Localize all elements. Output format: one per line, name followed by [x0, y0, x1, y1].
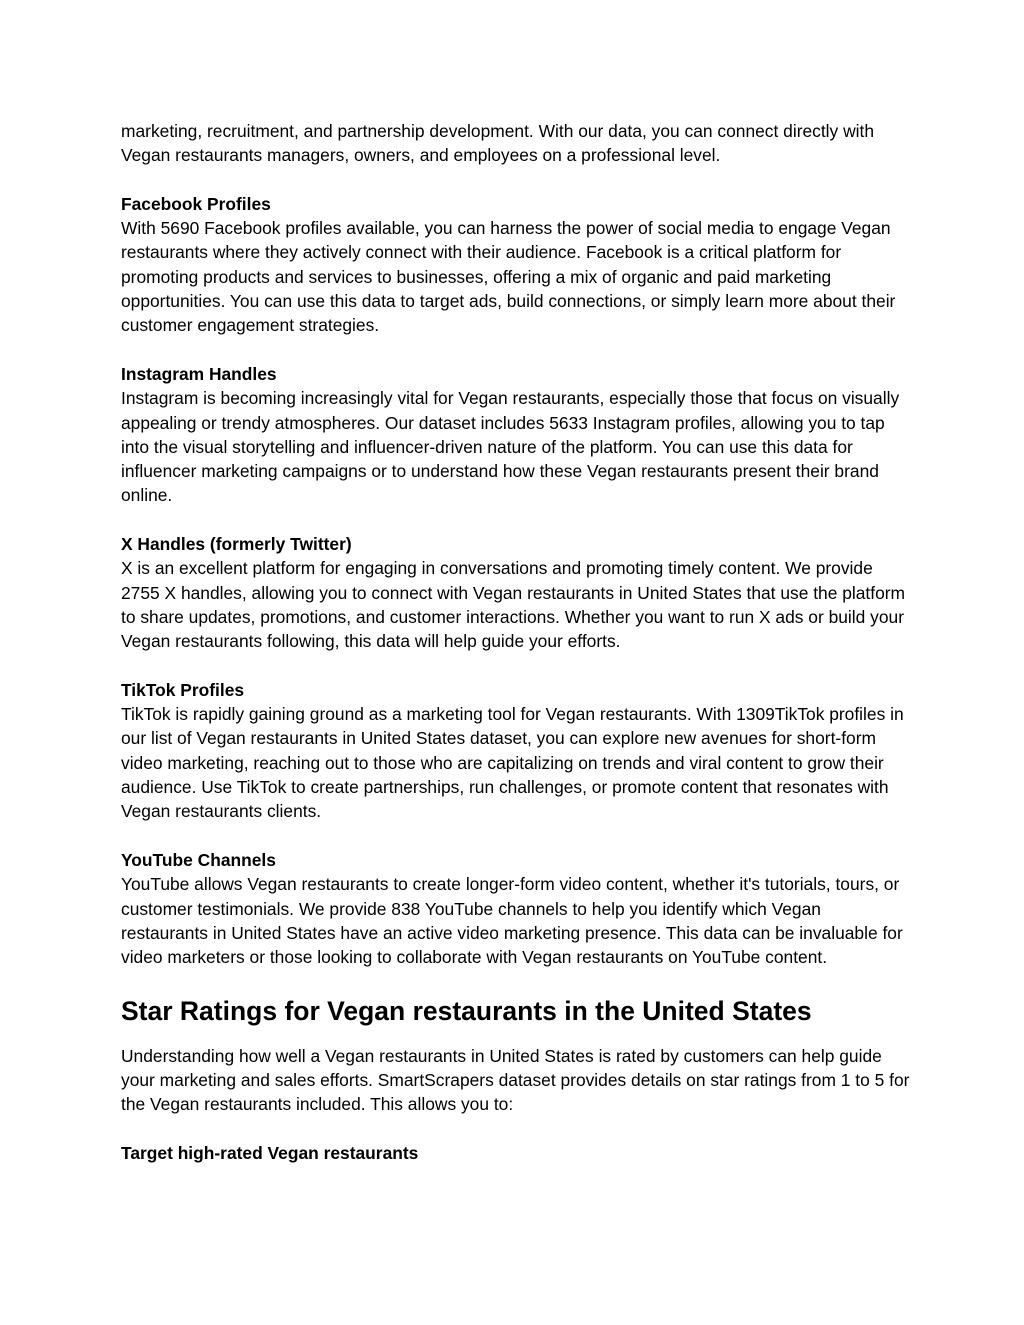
document-page [121, 119, 911, 1165]
section-title: X Handles (formerly Twitter) [121, 534, 352, 555]
section-title: Facebook Profiles [121, 193, 271, 214]
section-body: YouTube allows Vegan restaurants to create longer-form video content, whether it's tutorials, tours, or customer testimonials. We provide 838 YouTube channels to help you identify which Vegan restaurants in United States have an active video marketing presence. This data can be invaluable for video marketers or those looking to collaborate with Vegan restaurants on YouTube content. [121, 874, 903, 968]
section-instagram [121, 362, 911, 508]
section-body: Instagram is becoming increasingly vital for Vegan restaurants, especially those that focus on visually appealing or trendy atmospheres. Our dataset includes 5633 Instagram profiles, allowing you to tap into the visual storytelling and influencer-driven nature of the platform. You can use this data for influencer marketing campaigns or to understand how these Vegan restaurants present their brand online. [121, 388, 900, 506]
section-x [121, 532, 911, 653]
section-tiktok [121, 678, 911, 824]
section-title: TikTok Profiles [121, 679, 245, 700]
star-ratings-heading: Star Ratings for Vegan restaurants in the United States [121, 995, 812, 1026]
section-body: TikTok is rapidly gaining ground as a marketing tool for Vegan restaurants. With 1309TikTok profiles in our list of Vegan restaurants in United States dataset, you can explore new avenues for short-form video marketing, reaching out to those who are capitalizing on trends and viral content to grow their audience. Use TikTok to create partnerships, run challenges, or promote content that resonates with Vegan restaurants clients. [121, 704, 904, 822]
intro-paragraph: marketing, recruitment, and partnership development. With our data, you can connect directly with Vegan restaurants managers, owners, and employees on a professional level. [121, 121, 875, 166]
section-body: X is an excellent platform for engaging in conversations and promoting timely content. We provide 2755 X handles, allowing you to connect with Vegan restaurants in United States that use the platform to share updates, promotions, and customer interactions. Whether you want to run X ads or build your Vegan restaurants following, this data will help guide your efforts. [121, 558, 906, 652]
section-facebook [121, 192, 911, 338]
star-ratings-body: Understanding how well a Vegan restaurants in United States is rated by customers can help guide your marketing and sales efforts. SmartScrapers dataset provides details on star ratings from 1 to 5 for the Vegan restaurants included. This allows you to: [121, 1045, 910, 1115]
subsection-title: Target high-rated Vegan restaurants [121, 1142, 419, 1163]
section-body: With 5690 Facebook profiles available, you can harness the power of social media to engage Vegan restaurants where they actively connect with their audience. Facebook is a critical platform for promoting products and services to businesses, offering a mix of organic and paid marketing opportunities. You can use this data to target ads, build connections, or simply learn more about their customer engagement strategies. [121, 218, 896, 336]
section-title: Instagram Handles [121, 363, 277, 384]
section-title: YouTube Channels [121, 849, 276, 870]
section-youtube [121, 848, 911, 969]
